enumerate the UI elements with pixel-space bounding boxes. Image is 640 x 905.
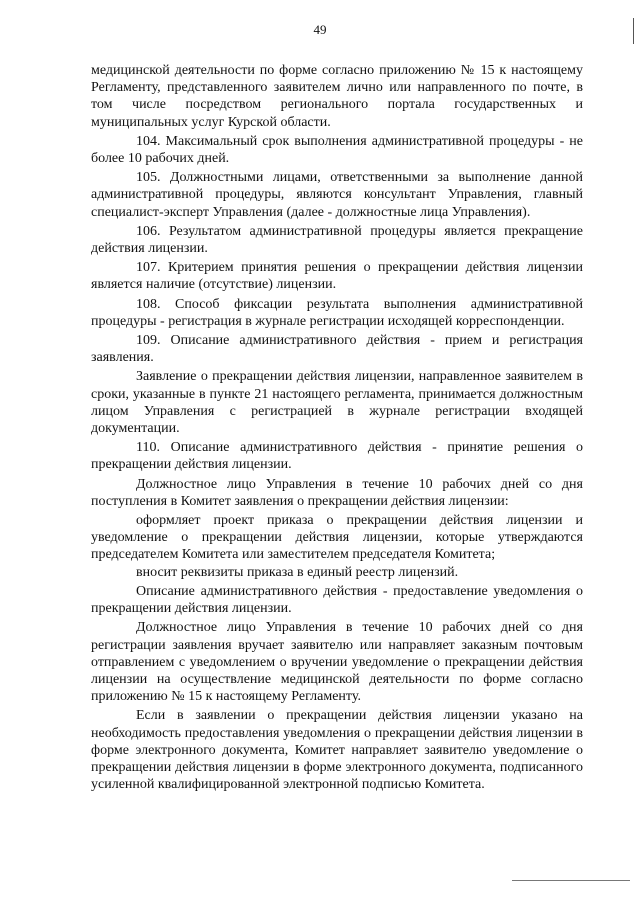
page-number: 49 xyxy=(313,22,327,37)
paragraph-electronic-notice: Если в заявлении о прекращении действия лицензии указано на необходимость предоставления уведомления о прекращении действия лицензии в форме электронного документа, Комитет направляет заявителю уведомление о прекращении действия лицензии в форме электронного документа, подписанного усиленной квалифицированной электронной подписью Комитета. xyxy=(91,708,583,793)
paragraph-107: 107. Критерием принятия решения о прекращении действия лицензии является наличие (отсутствие) лицензии. xyxy=(91,260,583,293)
paragraph-continuation: медицинской деятельности по форме согласно приложению № 15 к настоящему Регламенту, представленного заявителем лично или направленного по почте, в том числе посредством регионального портала государственных и муниципальных услуг Курской области. xyxy=(91,63,583,130)
paragraph-108: 108. Способ фиксации результата выполнения административной процедуры - регистрация в журнале регистрации исходящей корреспонденции. xyxy=(91,296,583,329)
paragraph-notice-delivery: Должностное лицо Управления в течение 10 рабочих дней со дня регистрации заявления вручает заявителю или направляет заказным почтовым отправлением с уведомлением о вручении уведомление о прекращении действия лицензии на осуществление медицинской деятельности по форме согласно приложению № 15 к настоящему Регламенту. xyxy=(91,620,583,705)
scan-edge-mark xyxy=(633,18,634,44)
paragraph-110: 110. Описание административного действия - принятие решения о прекращении действия лицензии. xyxy=(91,440,583,473)
paragraph-109: 109. Описание административного действия - прием и регистрация заявления. xyxy=(91,333,583,366)
footer-line xyxy=(512,880,630,881)
paragraph-notice-action: Описание административного действия - предоставление уведомления о прекращении действия лицензии. xyxy=(91,583,583,617)
paragraph-104: 104. Максимальный срок выполнения административной процедуры - не более 10 рабочих дней. xyxy=(91,133,583,167)
paragraph-105: 105. Должностными лицами, ответственными за выполнение данной административной процедуры, являются консультант Управления, главный специалист-эксперт Управления (далее - должностные лица Управления). xyxy=(91,170,583,220)
paragraph-draft-order: оформляет проект приказа о прекращении действия лицензии и уведомление о прекращении действия лицензии, которые утверждаются председателем Комитета или заместителем председателя Комитета; xyxy=(91,513,583,563)
document-body xyxy=(91,62,583,793)
paragraph-application-received: Заявление о прекращении действия лицензии, направленное заявителем в сроки, указанные в пункте 21 настоящего регламента, принимается должностным лицом Управления с регистрацией в журнале регистрации входящей документации. xyxy=(91,369,583,437)
paragraph-register-entry: вносит реквизиты приказа в единый реестр лицензий. xyxy=(136,564,459,580)
paragraph-106: 106. Результатом административной процедуры является прекращение действия лицензии. xyxy=(91,223,583,257)
paragraph-official-duties: Должностное лицо Управления в течение 10 рабочих дней со дня поступления в Комитет заявления о прекращении действия лицензии: xyxy=(91,476,583,509)
